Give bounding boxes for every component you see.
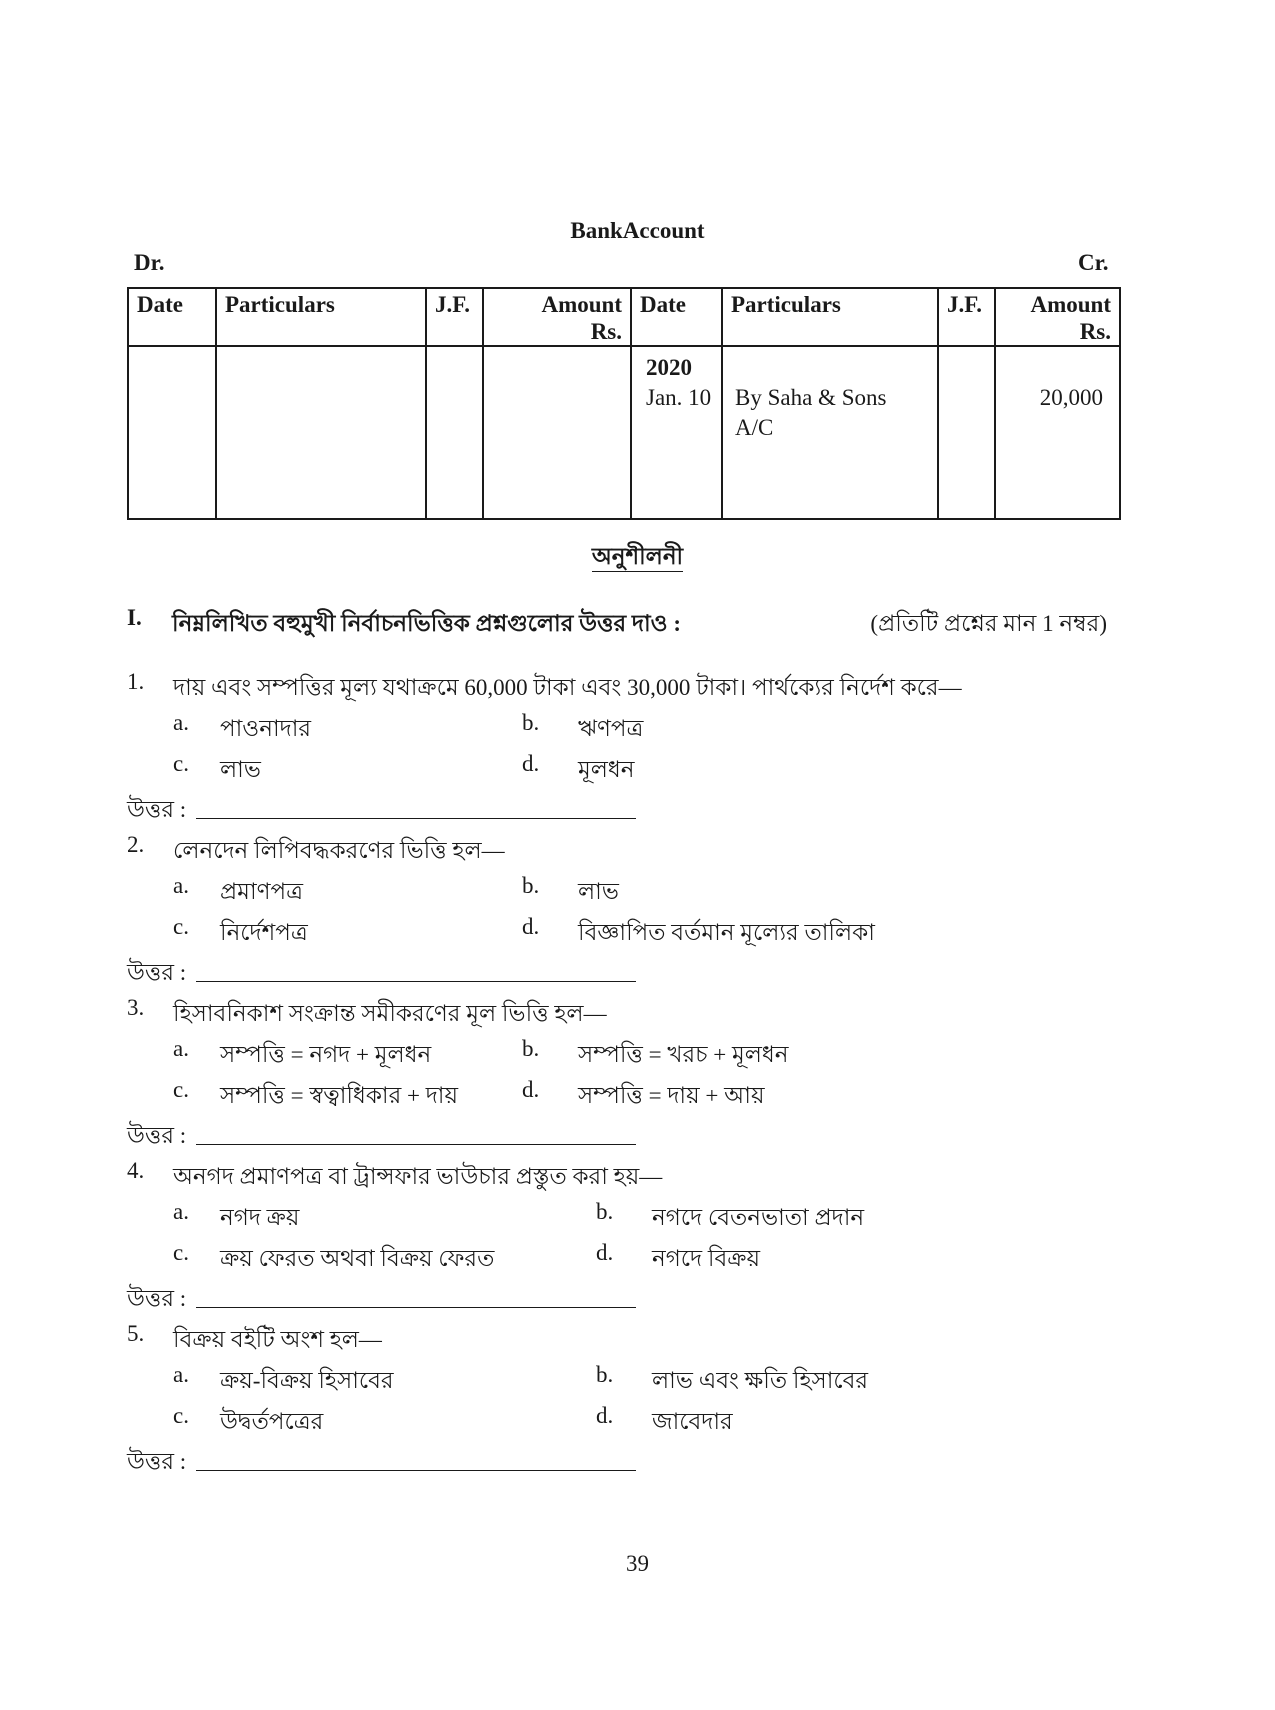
page-number: 39 xyxy=(626,1551,649,1576)
option-letter: b. xyxy=(596,1199,614,1224)
option-text: ক্রয়-বিক্রয় হিসাবের xyxy=(220,1368,394,1393)
answer-label: উত্তর : xyxy=(127,797,187,822)
option-text: ঋণপত্র xyxy=(578,716,644,741)
option-letter: d. xyxy=(596,1240,614,1265)
dr-particulars-header: Particulars xyxy=(216,288,426,346)
option-text: লাভ এবং ক্ষতি হিসাবের xyxy=(652,1368,869,1393)
dr-jf-cell xyxy=(426,346,483,519)
option-letter: d. xyxy=(522,1077,540,1102)
debit-label: Dr. xyxy=(134,250,165,275)
option-text: নির্দেশপত্র xyxy=(220,920,308,945)
cr-date-header: Date xyxy=(631,288,722,346)
question-number: 3. xyxy=(127,995,145,1020)
answer-blank[interactable] xyxy=(196,1144,636,1145)
answer-label: উত্তর : xyxy=(127,1123,187,1148)
option-letter: d. xyxy=(522,914,540,939)
option-letter: b. xyxy=(522,710,540,735)
option-text: নগদ ক্রয় xyxy=(220,1205,300,1230)
cr-amount-header: Amount Rs. xyxy=(995,288,1120,346)
option-letter: c. xyxy=(173,1403,189,1428)
option-letter: b. xyxy=(522,1036,540,1061)
option-text: উদ্বর্তপত্রের xyxy=(220,1409,324,1434)
answer-blank[interactable] xyxy=(196,981,636,982)
option-text: ক্রয় ফেরত অথবা বিক্রয় ফেরত xyxy=(220,1246,495,1271)
option-letter: a. xyxy=(173,1362,189,1387)
cr-date-cell xyxy=(631,346,722,519)
entry-particulars-line1: By Saha & Sons xyxy=(735,385,887,410)
dr-amount-cell xyxy=(483,346,631,519)
option-text: সম্পত্তি = খরচ + মূলধন xyxy=(578,1042,789,1067)
entry-date: Jan. 10 xyxy=(646,385,712,410)
ledger-entry-row xyxy=(128,346,1120,519)
dr-amount-header: Amount Rs. xyxy=(483,288,631,346)
question-text: হিসাবনিকাশ সংক্রান্ত সমীকরণের মূল ভিত্তি হল— xyxy=(173,1001,607,1026)
option-text: বিজ্ঞাপিত বর্তমান মূল্যের তালিকা xyxy=(578,920,875,945)
question-text: বিক্রয় বইটি অংশ হল— xyxy=(173,1327,382,1352)
answer-blank[interactable] xyxy=(196,1307,636,1308)
question-text: দায় এবং সম্পত্তির মূল্য যথাক্রমে 60,000 টাকা এবং 30,000 টাকা। পার্থক্যের নির্দেশ করে— xyxy=(173,675,962,700)
option-letter: c. xyxy=(173,914,189,939)
entry-particulars-line2: A/C xyxy=(735,415,774,440)
option-letter: c. xyxy=(173,751,189,776)
question-text: লেনদেন লিপিবদ্ধকরণের ভিত্তি হল— xyxy=(173,838,505,863)
option-text: মূলধন xyxy=(578,757,635,782)
option-text: সম্পত্তি = নগদ + মূলধন xyxy=(220,1042,432,1067)
answer-label: উত্তর : xyxy=(127,1286,187,1311)
option-letter: d. xyxy=(522,751,540,776)
cr-particulars-cell xyxy=(722,346,938,519)
option-letter: c. xyxy=(173,1077,189,1102)
question-text: অনগদ প্রমাণপত্র বা ট্রান্সফার ভাউচার প্রস্তুত করা হয়— xyxy=(173,1164,663,1189)
cr-particulars-header: Particulars xyxy=(722,288,938,346)
option-text: লাভ xyxy=(220,757,261,782)
section-marks: (প্রতিটি প্রশ্নের মান 1 নম্বর) xyxy=(870,611,1107,636)
answer-label: উত্তর : xyxy=(127,1449,187,1474)
option-letter: a. xyxy=(173,710,189,735)
option-letter: a. xyxy=(173,873,189,898)
cr-jf-header: J.F. xyxy=(938,288,995,346)
option-text: নগদে বিক্রয় xyxy=(652,1246,761,1271)
option-text: পাওনাদার xyxy=(220,716,312,741)
ledger-title: BankAccount xyxy=(570,218,705,243)
option-text: প্রমাণপত্র xyxy=(220,879,304,904)
option-letter: d. xyxy=(596,1403,614,1428)
dr-date-cell xyxy=(128,346,216,519)
option-letter: c. xyxy=(173,1240,189,1265)
option-letter: a. xyxy=(173,1036,189,1061)
bank-account-ledger xyxy=(127,287,1121,520)
option-text: সম্পত্তি = দায় + আয় xyxy=(578,1083,765,1108)
ledger-header-row xyxy=(128,288,1120,346)
option-letter: b. xyxy=(522,873,540,898)
cr-amount-cell xyxy=(995,346,1120,519)
option-text: জাবেদার xyxy=(652,1409,733,1434)
exercise-heading: অনুশীলনী xyxy=(0,538,1275,577)
dr-date-header: Date xyxy=(128,288,216,346)
option-text: নগদে বেতনভাতা প্রদান xyxy=(652,1205,865,1230)
answer-blank[interactable] xyxy=(196,1470,636,1471)
section-title: নিম্নলিখিত বহুমুখী নির্বাচনভিত্তিক প্রশ্নগুলোর উত্তর দাও : xyxy=(172,611,681,636)
option-letter: a. xyxy=(173,1199,189,1224)
question-number: 2. xyxy=(127,832,145,857)
option-text: লাভ xyxy=(578,879,619,904)
credit-label: Cr. xyxy=(1078,250,1109,275)
answer-label: উত্তর : xyxy=(127,960,187,985)
dr-jf-header: J.F. xyxy=(426,288,483,346)
dr-particulars-cell xyxy=(216,346,426,519)
section-number: I. xyxy=(127,605,142,630)
cr-jf-cell xyxy=(938,346,995,519)
option-letter: b. xyxy=(596,1362,614,1387)
question-number: 4. xyxy=(127,1158,145,1183)
question-number: 5. xyxy=(127,1321,145,1346)
question-number: 1. xyxy=(127,669,145,694)
answer-blank[interactable] xyxy=(196,818,636,819)
entry-year: 2020 xyxy=(646,355,692,380)
entry-amount: 20,000 xyxy=(1039,385,1103,410)
option-text: সম্পত্তি = স্বত্বাধিকার + দায় xyxy=(220,1083,459,1108)
